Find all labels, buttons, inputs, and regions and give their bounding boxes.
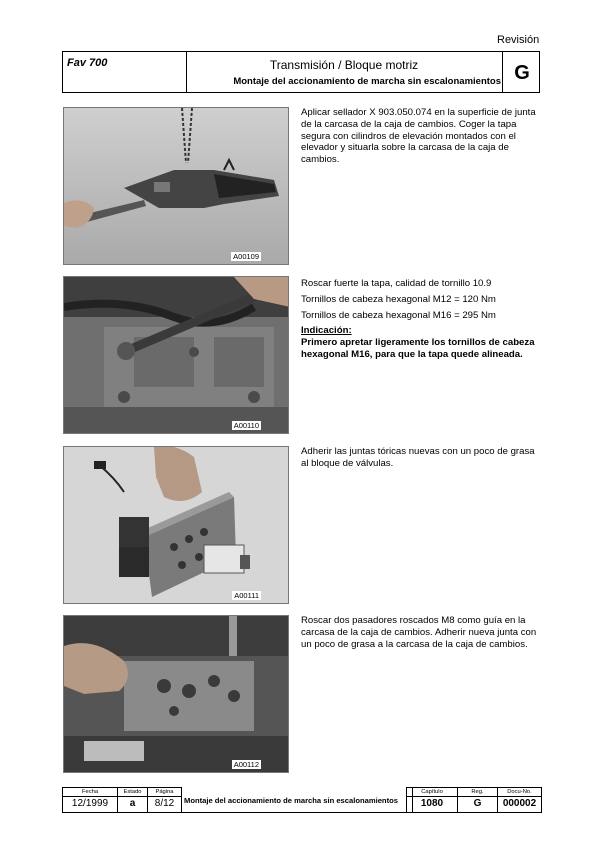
fecha-label: Fecha <box>81 789 99 795</box>
estado-value: a <box>129 798 136 809</box>
page-subtitle: Montaje del accionamiento de marcha sin escalonamientos <box>233 76 501 87</box>
group-letter: G <box>502 52 541 92</box>
footer-reg-cell <box>457 787 498 813</box>
step-2-line-1: Roscar fuerte la tapa, calidad de tornillo 10.9 <box>301 278 492 289</box>
pagina-value: 8/12 <box>154 798 175 809</box>
image-code: A00111 <box>234 591 259 600</box>
footer-estado-cell <box>117 787 148 813</box>
reg-value: G <box>473 798 482 809</box>
step-1-paragraph: Aplicar sellador X 903.050.074 en la superficie de junta de la carcasa de la caja de cambios. Coger la tapa segura con cilindros de elevación montados con el elevador y situarla sobre la carcasa de la caja de cambios. <box>301 107 536 166</box>
step-3-paragraph: Adherir las juntas tóricas nuevas con un poco de grasa al bloque de válvulas. <box>301 446 535 469</box>
estado-label: Estado <box>123 789 142 795</box>
capitulo-label: Capítulo <box>421 789 443 795</box>
photo-a00111 <box>63 446 289 604</box>
step-2-text <box>301 278 541 361</box>
image-code: A00110 <box>233 421 259 430</box>
note-label: Indicación: <box>301 325 352 337</box>
step-2-line-2: Tornillos de cabeza hexagonal M12 = 120 Nm <box>301 293 496 305</box>
docu-value: 000002 <box>502 798 537 809</box>
step-4-paragraph: Roscar dos pasadores roscados M8 como guía en la carcasa de la caja de cambios. Adherir nueva junta con un poco de grasa a la carcasa de la caja de cambios. <box>301 615 537 650</box>
footer-table <box>62 787 542 813</box>
model-name: Fav 700 <box>63 52 187 92</box>
footer-fecha-cell <box>62 787 118 813</box>
reg-label: Reg. <box>471 789 484 795</box>
note-text: Primero apretar ligeramente los tornillos de cabeza hexagonal M16, para que la tapa quede alineada. <box>301 337 535 360</box>
revision-label: Revisión <box>497 34 540 46</box>
footer-docu-cell <box>497 787 542 813</box>
photo-a00110 <box>63 276 289 434</box>
footer-pagina-cell <box>147 787 182 813</box>
footer-capitulo-cell <box>406 787 458 813</box>
step-4-text <box>301 615 541 654</box>
image-code: A00109 <box>233 252 259 261</box>
step-1-text <box>301 107 541 170</box>
page-title: Transmisión / Bloque motriz <box>269 58 419 72</box>
step-3-text <box>301 446 541 474</box>
capitulo-value: 1080 <box>420 798 444 809</box>
photo-a00112 <box>63 615 289 773</box>
header-table <box>62 51 540 93</box>
image-code: A00112 <box>233 760 259 769</box>
fecha-value: 12/1999 <box>71 798 109 809</box>
footer-description: Montaje del accionamiento de marcha sin escalonamientos <box>184 796 398 805</box>
docu-label: Docu-No. <box>507 789 532 795</box>
footer-description-cell <box>181 787 413 813</box>
photo-a00109 <box>63 107 289 265</box>
step-2-line-3: Tornillos de cabeza hexagonal M16 = 295 Nm <box>301 309 496 321</box>
pagina-label: Página <box>155 789 174 795</box>
